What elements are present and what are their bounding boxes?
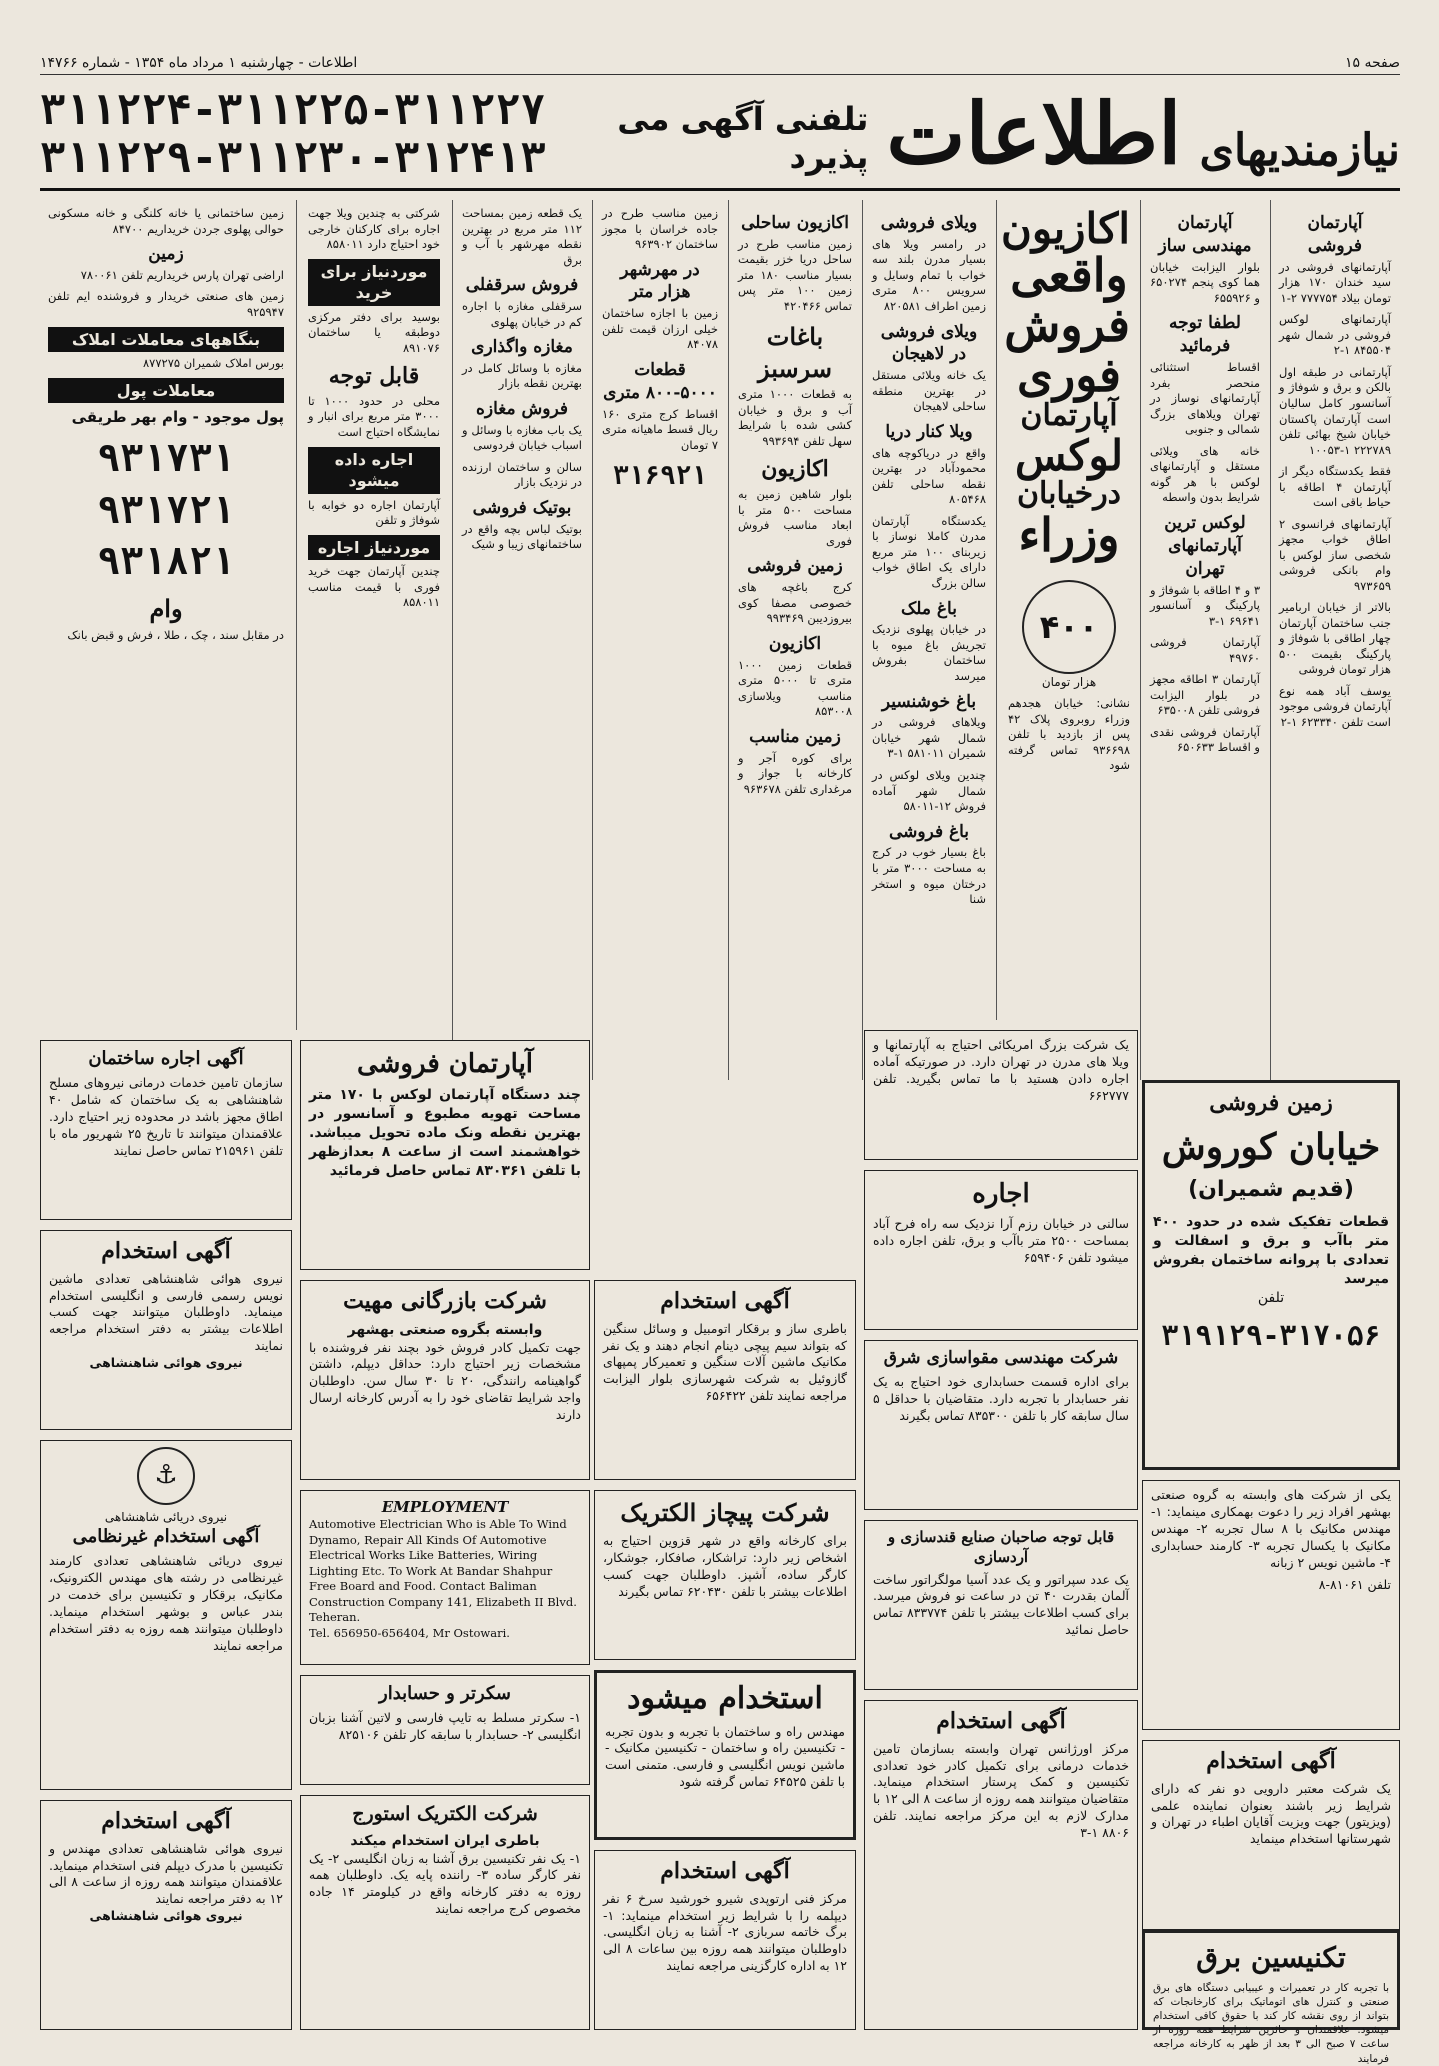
section-bar: اجاره داده میشود: [308, 447, 440, 494]
classified-item: زمین با اجازه ساختمان خیلی ارزان قیمت تلفن ۸۴۰۷۸: [602, 306, 718, 352]
classified-item: در مقابل سند ، چک ، طلا ، فرش و قبض بانک: [67, 627, 284, 642]
secretary-body: ۱- سکرتر مسلط به تایپ فارسی و لاتین آشنا بزبان انگلیسی ۲- حسابدار با سابقه کار تلفن ۸۲۵۱۰۶: [309, 1710, 581, 1743]
navy-title: آگهی استخدام غیرنظامی: [72, 1526, 260, 1548]
employment-english-body: Automotive Electrician Who is Able To Wind Dynamo, Repair All Kinds Of Automotive Electrical Works Like Batteries, Wiring Lighting Etc. To Work At Bandar Shahpur Free Board and Food. Contact Baliman Construction Company 141, Elizabeth II Blvd. Teheran.: [309, 1517, 577, 1625]
company-staff-body: یکی از شرکت های وابسته به گروه صنعتی بهشهر افراد زیر را دعوت بهمکاری مینماید: ۱- مهندس مکانیک با ۸ سال تجربه ۲- مهندس مکانیک با یکسال تجربه ۳- کارمند حسابداری ۴- ماشین نویس ۲ زبانه: [1151, 1487, 1391, 1570]
confectionery-title: قابل توجه صاحبان صنایع قندسازی و آردسازی: [887, 1528, 1115, 1567]
masthead-prefix: نیازمندیهای: [1199, 125, 1400, 176]
section-bar: بنگاههای معاملات املاک: [48, 327, 284, 353]
classified-item: زمین مناسب طرح در ساحل دریا خزر بقیمت بسیار مناسب ۱۸۰ متر زمین ۱۰۰ متر پس تماس ۴۲۰۴۶۶: [738, 236, 852, 313]
column-rule: [452, 200, 453, 1080]
airforce-title: آگهی استخدام: [101, 1238, 231, 1264]
masthead-main: اطلاعات: [886, 84, 1182, 183]
technician-title: تکنیسین برق: [1196, 1941, 1346, 1974]
column-heading: اکازیون ساحلی: [741, 213, 849, 233]
apartment-sale-body: چند دستگاه آپارتمان لوکس با ۱۷۰ متر مساحت تهویه مطبوع و آسانسور در بهترین نقطه ونک ماده تحویل میباشد. خواهشمند است از ساعت ۸ بعدازظهر با تلفن ۸۳۰۳۶۱ تماس حاصل فرمائید: [309, 1087, 582, 1179]
classified-column-3: [864, 200, 994, 1080]
airforce-footer: نیروی هوائی شاهنشاهی: [89, 1355, 243, 1371]
classified-item: آپارتمان فروشی ۴۹۷۶۰: [1150, 635, 1260, 665]
classified-item: کرج باغچه های خصوصی مصفا کوی بیروزدیبن ۹۹۳۴۶۹: [738, 580, 852, 626]
classified-column-2: [1142, 200, 1268, 1080]
emergency-employment-ad: [864, 1700, 1138, 2030]
column-heading: باغ فروشی: [888, 821, 970, 842]
airforce2-title: آگهی استخدام: [101, 1808, 231, 1834]
money-phone-3: ۹۳۱۸۲۱: [97, 539, 235, 584]
classified-column-4: [730, 200, 860, 1080]
masthead-title: [546, 84, 1400, 183]
classified-item: چندین ویلای لوکس در شمال شهر آماده فروش ۱۲-۵۸۰۱۱: [872, 768, 986, 814]
promo-vazara: [1000, 200, 1138, 1020]
classified-column-7: [300, 200, 448, 1030]
navy-employment-ad: [40, 1440, 292, 1790]
column-heading: ویلا کنار دریا: [885, 421, 973, 442]
classified-item: اقساط استثنائی منحصر بفرد آپارتمانهای نوساز در تهران ویلاهای بزرگ شمالی و جنوبی: [1150, 360, 1260, 437]
classified-item: فقط یکدستگاه دیگر از آپارتمان ۴ اطاقه با حیاط باقی است: [1279, 464, 1391, 510]
classified-column-5: [594, 200, 726, 1080]
money-phone-1: ۹۳۱۷۳۱: [97, 436, 235, 481]
section-bar: معاملات پول: [48, 378, 284, 404]
classified-item: باغ بسیار خوب در کرج به مساحت ۳۰۰۰ متر با درختان میوه و استخر شنا: [872, 845, 986, 907]
column-heading: قطعات ۵۰۰۰-۸۰۰ متری: [603, 359, 717, 403]
classified-item: یکدستگاه آپارتمان مدرن کاملا نوساز با زیربنای ۱۰۰ متر مربع دارای یک اطاق خواب سالن بزرگ: [872, 513, 986, 590]
company-staff-footer: تلفن ۸۱۰۶۱-۸: [1318, 1577, 1391, 1593]
kourosh-phones: ۳۱۹۱۲۹-۳۱۷۰۵۶: [1161, 1319, 1381, 1353]
column-heading: لوکس ترین آپارتمانهای تهران: [1164, 512, 1246, 579]
promo-line: لوکس: [1014, 430, 1124, 480]
commerce-company-ad: [300, 1280, 590, 1480]
kourosh-sub: (قدیم شمیران): [1188, 1177, 1354, 1203]
battery-company-ad: [300, 1795, 590, 2030]
kourosh-phone-label: تلفن: [1257, 1289, 1285, 1306]
classified-item: ویلاهای فروشی در شمال شهر خیابان شمیران ۵۸۱۰۱۱ ۱-۳: [872, 715, 986, 761]
mechanics-body: باطری ساز و برقکار اتومبیل و وسائل سنگین که بتواند سیم پیچی دینام انجام دهند و یک نفر مکانیک ماشین آلات سنگین و تعمیرکار پمپهای گازوئیل به شرکت شهرسازی بلوار الیزابت مراجعه نمایند تلفن ۶۵۶۴۲۲: [603, 1320, 847, 1404]
confectionery-ad: [864, 1520, 1138, 1690]
classified-item: محلی در حدود ۱۰۰۰ تا ۳۰۰۰ متر مربع برای انبار و نمایشگاه احتیاج است: [308, 393, 440, 439]
column-heading: باغ خوشنسیر: [881, 691, 977, 712]
technician-body: با تجربه کار در تعمیرات و عیبیابی دستگاه های برق صنعتی و کنترل های اتوماتیک برای کارخانجات که بتواند از روی نقشه کار کند با حقوق کافی استخدام میشود. علاقمندان و حائزین شرایط همه روزه از ساعت ۷ صبح الی ۳ بعد از ظهر به کارخانه مراجعه فرمایند: [1153, 1981, 1389, 2065]
classified-item: اراضی تهران پارس خریداریم تلفن ۷۸۰۰۶۱: [80, 267, 284, 282]
surveying-body: برای اداره قسمت حسابداری خود احتیاج به یک نفر حسابدار با تجربه دارد. متقاضیان با حداقل ۵ سال سابقه کار با تلفن ۸۳۵۳۰۰ تماس بگیرند: [873, 1373, 1129, 1423]
promo-line: فوری: [1017, 347, 1121, 402]
battery-sub: باطری ایران استخدام میکند: [350, 1832, 540, 1849]
rent-hall-ad: [864, 1170, 1138, 1330]
money-phone-2: ۹۳۱۷۲۱: [97, 487, 235, 532]
section-bar: موردنیاز اجاره: [308, 535, 440, 561]
classified-item: بوتیک لباس بچه واقع در ساختمانهای زیبا و شیک: [462, 521, 582, 552]
column-heading: فروش سرقفلی: [465, 275, 579, 296]
column-heading: ویلای فروشی در لاهیجان: [880, 321, 978, 365]
hiring-banner-body: مهندس راه و ساختمان با تجربه و بدون تجربه - تکنیسین راه و ساختمان - تکنیسین مکانیک - ماشین نویس انگلیسی و فارسی. متمنی است با تلفن ۶۴۵۲۵ تماس گرفته شود: [605, 1723, 845, 1790]
classified-item: قطعات زمین ۱۰۰۰ متری تا ۵۰۰۰ متری مناسب ویلاسازی ۸۵۳۰۰۸: [738, 657, 852, 719]
column-rule: [1140, 200, 1141, 1080]
page-number: صفحه ۱۵: [1344, 55, 1400, 71]
classified-item: شرکتی به چندین ویلا جهت اجاره برای کارکنان خارجی خود احتیاج دارد ۸۵۸۰۱۱: [308, 206, 440, 252]
kourosh-body: قطعات تفکیک شده در حدود ۴۰۰ متر باآب و برق و اسفالت و تعدادی با پروانه ساختمان بفروش میرسد: [1153, 1213, 1389, 1287]
us-company-body: یک شرکت بزرگ امریکائی احتیاج به آپارتمانها و ویلا های مدرن در تهران دارد. در صورتیکه آماده اجاره دادن هستید با ما تماس بگیرید. تلفن ۶۶۲۷۷۷: [873, 1037, 1129, 1103]
classified-item: در رامسر ویلا های بسیار مدرن بلند سه خواب با تمام وسایل و سرویس ۸۰۰ متری زمین اطراف ۸۲۰۵۸۱: [872, 236, 986, 313]
hiring-banner-ad: [594, 1670, 856, 1840]
classified-item: بلوار الیزابت خیابان هما کوی پنجم ۶۵۰۲۷۴ و ۶۵۵۹۲۶: [1150, 259, 1260, 305]
company-staff-ad: [1142, 1480, 1400, 1730]
rent-hall-body: سالنی در خیابان رزم آرا نزدیک سه راه فرح آباد بمساحت ۲۵۰۰ متر باآب و برق، تلفن اجاره داده میشود تلفن ۶۵۹۴۰۶: [873, 1216, 1130, 1265]
classified-item: سالن و ساختمان ارزنده در نزدیک بازار: [462, 459, 582, 490]
mechanics-title: آگهی استخدام: [660, 1288, 790, 1314]
masthead: [40, 80, 1400, 191]
column-heading: زمین: [148, 244, 184, 265]
classified-phone: ۳۱۶۹۲۱: [613, 461, 707, 492]
secretary-ad: [300, 1675, 590, 1785]
airforce2-footer: نیروی هوائی شاهنشاهی: [89, 1908, 243, 1924]
employment-english-title: EMPLOYMENT: [381, 1498, 509, 1516]
classified-item: بالاتر از خیابان اربامیر جنب ساختمان آپارتمان چهار اطاقی با شوفاژ و پارکینگ بقیمت ۵۰۰ هزار تومان فروشی: [1279, 600, 1391, 677]
masthead-phones: [40, 86, 546, 183]
mechanics-employment-ad: [594, 1280, 856, 1480]
battery-title: شرکت الکتریک استورج: [352, 1803, 538, 1825]
building-rent-body: سازمان تامین خدمات درمانی نیروهای مسلح شاهنشاهی به یک ساختمان که شامل ۴۰ اطاق مجهز باشد در محدوده زیر احتیاج دارد. علاقمندان میتوانند تا تاریخ ۲۵ شهریور ماه با تلفن ۲۱۵۹۶۱ تماس حاصل نمایند: [49, 1075, 284, 1158]
promo-line: آپارتمان: [1020, 398, 1118, 434]
visitor-employment-ad: [1142, 1740, 1400, 1930]
classified-item: آپارتمان ۳ اطاقه مجهز در بلوار الیزابت فروشی تلفن ۶۳۵۰۰۸: [1150, 672, 1260, 718]
column-heading: باغات سرسبز: [758, 321, 832, 383]
classified-item: یوسف آباد همه نوع آپارتمان فروشی موجود است تلفن ۶۲۳۳۴۰ ۱-۲: [1279, 683, 1391, 729]
commerce-sub: وابسته بگروه صنعتی بهشهر: [347, 1321, 543, 1338]
column-rule: [996, 200, 997, 1020]
section-bar: موردنیاز برای خرید: [308, 259, 440, 306]
classified-item: زمین مناسب طرح در جاده خراسان با مجوز ساختمان ۹۶۳۹۰۲: [602, 206, 718, 252]
column-heading: مغازه واگذاری: [471, 337, 573, 358]
surveying-title: شرکت مهندسی مقواسازی شرق: [883, 1348, 1119, 1368]
masthead-phones-line2: ۳۱۱۲۲۹-۳۱۱۲۳۰-۳۱۲۴۱۳: [40, 133, 546, 182]
employment-english-phone: Tel. 656950-656404, Mr Ostowari.: [309, 1625, 510, 1640]
emergency-title: آگهی استخدام: [936, 1708, 1066, 1734]
promo-line: درخیابان: [1016, 476, 1122, 512]
classified-item: آپارتمانهای فرانسوی ۲ اطاق خواب مجهز شخصی ساز لوکس با وام بانکی فروشی ۹۷۳۶۵۹: [1279, 516, 1391, 593]
visitor-title: آگهی استخدام: [1206, 1748, 1336, 1774]
airforce-employment-ad: [40, 1230, 292, 1430]
hiring-banner-title: استخدام میشود: [627, 1681, 823, 1716]
promo-vazara-lines: [1001, 204, 1130, 562]
battery-body: ۱- یک نفر تکنیسین برق آشنا به زبان انگلیسی ۲- یک نفر کارگر ساده ۳- راننده پایه یک. داوطلبان همه روزه به دفتر کارخانه واقع در کیلومتر ۱۴ جاده مخصوص کرج مراجعه نمایند: [309, 1850, 581, 1917]
classified-column-6: [454, 200, 590, 1080]
commerce-title: شرکت بازرگانی مهیت: [343, 1288, 547, 1314]
classified-item: پول موجود - وام بهر طریقی: [71, 408, 284, 427]
column-rule: [862, 200, 863, 1080]
classified-column-8: [40, 200, 292, 1030]
orthopedic-employment-ad: [594, 1850, 856, 2030]
column-heading: در مهرشهر هزار متر: [620, 259, 700, 303]
classified-item: در خیابان پهلوی نزدیک تجریش باغ میوه با ساختمان بفروش میرسد: [872, 622, 986, 683]
apartment-sale-title: آپارتمان فروشی: [356, 1049, 534, 1079]
column-rule: [1270, 200, 1271, 1080]
classified-item: سرقفلی مغازه با اجاره کم در خیابان پهلوی: [462, 299, 582, 329]
classified-item: بلوار شاهین زمین به مساحت ۵۰۰ متر با ابعاد مناسب فروش فوری: [738, 487, 852, 548]
classified-item: مغازه با وسائل کامل در بهترین نقطه بازار: [462, 360, 582, 391]
rent-hall-title: اجاره: [972, 1179, 1030, 1209]
classified-item: یک باب مغازه با وسائل و اسباب خیابان فردوسی: [462, 422, 582, 453]
promo-line: اکازیون: [1001, 204, 1130, 253]
column-heading: آپارتمان مهندسی ساز: [1158, 213, 1252, 256]
column-rule: [592, 200, 593, 1080]
classified-item: آپارتمانهای لوکس فروشی در شمال شهر ۸۴۵۵۰۴ ۱-۲: [1279, 312, 1391, 358]
column-rule: [728, 200, 729, 1080]
classified-item: آپارتمان فروشی نقدی و اقساط ۶۵۰۶۳۳: [1150, 724, 1260, 755]
pichazh-title: شرکت پیچاز الکتریک: [620, 1498, 830, 1527]
airforce-body: نیروی هوائی شاهنشاهی تعدادی ماشین نویس رسمی فارسی و انگلیسی استخدام مینماید. داوطلبان میتوانند جهت کسب اطلاعات بیشتر به دفتر استخدام مراجعه نمایند: [49, 1270, 283, 1354]
column-heading: اکازیون: [761, 456, 829, 483]
classified-item: زمین های صنعتی خریدار و فروشنده ایم تلفن ۹۲۵۹۴۷: [48, 289, 284, 319]
column-heading: وام: [149, 594, 183, 624]
employment-english-ad: [300, 1490, 590, 1665]
surveying-company-ad: [864, 1340, 1138, 1510]
classified-item: اقساط کرج متری ۱۶۰ ریال قسط ماهیانه متری ۷ تومان: [602, 406, 718, 452]
orthopedic-body: مرکز فنی ارتوپدی شیرو خورشید سرخ ۶ نفر دیپلمه را با شرایط زیر استخدام مینماید: ۱- برگ خاتمه سربازی ۲- آشنا به زبان انگلیسی. داوطلبان میتوانند همه روزه بین ساعات ۸ الی ۱۲ به اداره کارگزینی مراجعه نمایند: [603, 1890, 847, 1974]
building-rent-title: آگهی اجاره ساختمان: [88, 1048, 244, 1069]
masthead-phones-line1: ۳۱۱۲۲۴-۳۱۱۲۲۵-۳۱۱۲۲۷: [40, 84, 546, 134]
classified-column-1: [1271, 200, 1399, 1080]
secretary-title: سکرتر و حسابدار: [379, 1683, 511, 1704]
pichazh-ad: [594, 1490, 856, 1660]
classified-item: به قطعات ۱۰۰۰ متری آب و برق و خیابان کشی شده با شرایط سهل تلفن ۹۹۳۶۹۴: [738, 387, 852, 448]
orthopedic-title: آگهی استخدام: [660, 1858, 790, 1884]
classified-item: آپارتمان اجاره دو خوابه با شوفاژ و تلفن: [308, 497, 440, 528]
airforce-employment-ad-2: [40, 1800, 292, 2030]
airforce2-body: نیروی هوائی شاهنشاهی تعدادی مهندس و تکنیسین با مدرک دیپلم فنی استخدام مینماید. علاقمندان میتوانند همه روزه از ساعت ۸ الی ۱۲ به دفتر مراجعه نمایند: [49, 1840, 283, 1907]
classified-item: یک خانه ویلائی مستقل در بهترین منطقه ساحلی لاهیجان: [872, 368, 986, 414]
apartment-sale-ad: [300, 1040, 590, 1270]
column-heading: زمین فروشی: [747, 556, 843, 577]
column-heading: بوتیک فروشی: [472, 498, 572, 518]
column-heading: قابل توجه: [328, 363, 420, 390]
column-heading: آپارتمان فروشی: [1307, 213, 1363, 256]
classified-item: خانه های ویلائی مستقل و آپارتمانهای لوکس با هر گونه شرایط بدون واسطه: [1150, 443, 1260, 505]
classified-item: برای کوره آجر و کارخانه با جواز و مرغداری تلفن ۹۶۳۶۷۸: [738, 750, 852, 796]
masthead-subtitle: تلفنی آگهی می پذیرد: [617, 100, 869, 176]
column-heading: زمین مناسب: [749, 726, 841, 747]
dateline: اطلاعات - چهارشنبه ۱ مرداد ماه ۱۳۵۴ - شماره ۱۴۷۶۶: [40, 55, 358, 71]
classified-item: زمین ساختمانی یا خانه کلنگی و خانه مسکونی حوالی پهلوی جردن خریداریم ۸۴۷۰۰: [48, 206, 284, 236]
price-circle: ۴۰۰: [1022, 580, 1116, 674]
emergency-body: مرکز اورژانس تهران وابسته بسازمان تامین خدمات درمانی برای تکمیل کادر خود تعدادی تکنیسین و کمک پرستار استخدام مینماید. متقاضیان میتوانند همه روزه از ساعت ۸ الی ۱۲ با مدارک لازم به این مرکز مراجعه نمایند. تلفن ۸۸۰۶ ۱-۳: [873, 1740, 1129, 1841]
promo-details: نشانی: خیابان هجدهم وزراء روبروی پلاک ۴۲ پس از بازدید با تلفن ۹۳۶۶۹۸ تماس گرفته شود: [1008, 696, 1130, 773]
navy-body: نیروی دریائی شاهنشاهی تعدادی کارمند غیرنظامی در رشته های مهندس الکترونیک، مکانیک، برقکار و تکنیسین برای خدمت در بندر عباس و بوشهر استخدام مینماید. داوطلبان میتوانند همه روزه به دفتر استخدام مراجعه نمایند: [49, 1553, 283, 1653]
classified-item: ۳ و ۴ اطاقه با شوفاژ و پارکینگ و آسانسور ۶۹۶۴۱ ۱-۳: [1150, 582, 1260, 628]
kourosh-headline: خیابان کوروش: [1161, 1125, 1381, 1168]
classified-item: واقع در دریاکوچه های محمودآباد در بهترین نقطه ساحلی تلفن ۸۰۵۴۶۸: [872, 445, 986, 507]
column-heading: ویلای فروشی: [880, 213, 978, 233]
navy-emblem-icon: ⚓: [137, 1447, 195, 1505]
kourosh-title: زمین فروشی: [1209, 1090, 1333, 1116]
promo-line: وزراء: [1018, 507, 1120, 562]
technician-ad: [1142, 1930, 1400, 2065]
pichazh-body: برای کارخانه واقع در شهر قزوین احتیاج به اشخاص زیر دارد: تراشکار، صافکار، جوشکار، کارگر ساده، آشپز. داوطلبان جهت کسب اطلاعات بیشتر با تلفن ۶۲۰۴۳۰ تماس بگیرند: [603, 1533, 847, 1600]
kourosh-land-ad: [1142, 1080, 1400, 1470]
folio-line: [40, 52, 1400, 75]
visitor-body: یک شرکت معتبر دارویی دو نفر که دارای شرایط زیر باشند بعنوان نماینده علمی (ویزیتور) جهت ویزیت آقایان اطباء در تهران و شهرستانها استخدام مینماید: [1151, 1780, 1391, 1847]
commerce-body: جهت تکمیل کادر فروش خود بچند نفر فروشنده با مشخصات زیر احتیاج دارد: حداقل دیپلم، داشتن گواهینامه رانندگی، ۲۰ تا ۳۰ سال سن. داوطلبان واجد شرایط تقاضای خود را به آدرس کارخانه ارسال دارند: [309, 1339, 581, 1423]
building-rent-ad: [40, 1040, 292, 1220]
price-note: هزار تومان: [1041, 675, 1097, 690]
column-rule: [296, 200, 297, 1030]
column-heading: باغ ملک: [901, 598, 957, 619]
classified-item: بورس املاک شمیران ۸۷۷۲۷۵: [142, 356, 284, 371]
classified-item: یک قطعه زمین بمساحت ۱۱۲ متر مربع در بهترین نقطه مهرشهر با آب و برق: [462, 206, 582, 267]
column-heading: فروش مغازه: [476, 399, 568, 419]
navy-caption: نیروی دریائی شاهنشاهی: [104, 1510, 228, 1524]
classified-item: چندین آپارتمان جهت خرید فوری با قیمت مناسب ۸۵۸۰۱۱: [308, 564, 440, 610]
classified-item: آپارتمانی در طبقه اول بالکن و برق و شوفاژ و آسانسور کامل سالیان است آپارتمان پاکستان خیابان شیخ بهائی تلفن ۲۲۲۷۸۹ ۱-۱۰۰۵۳: [1279, 364, 1391, 457]
classified-item: آپارتمانهای فروشی در سید خندان ۱۷۰ هزار تومان بیلاد ۷۷۷۷۵۴ ۲-۱: [1279, 259, 1391, 305]
promo-line: فروش: [1004, 298, 1130, 353]
confectionery-body: یک عدد سپراتور و یک عدد آسیا مولگراتور ساخت آلمان بقدرت ۴۰ تن در ساعت نو فروش میرسد. برای کسب اطلاعات بیشتر با تلفن ۸۳۳۷۷۴ تماس حاصل نمائید: [873, 1571, 1129, 1638]
column-heading: لطفا توجه فرمائید: [1169, 313, 1241, 357]
classified-item: بوسید برای دفتر مرکزی دوطبقه یا ساختمان ۸۹۱۰۷۶: [308, 309, 440, 355]
column-heading: اکازیون: [768, 633, 822, 654]
us-company-ad: [864, 1030, 1138, 1160]
promo-line: واقعی: [1010, 248, 1128, 303]
